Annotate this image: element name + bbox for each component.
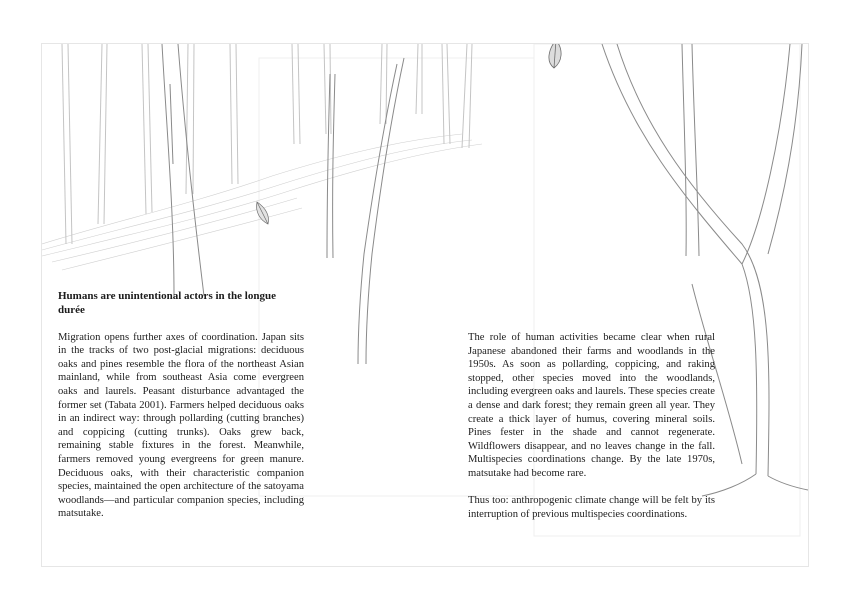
left-paragraph: Migration opens further axes of coordination. Japan sits in the tracks of two post-glacial migrations: deciduous oaks and pines resemble the flora of the northeast Asian mainland, while from southeast Asia come evergreen oaks and laurels. Peasant disturbance advantaged the former set (Tabata 2001). Farmers helped deciduous oaks in an indirect way: through pollarding (cutting branches) and coppicing (cutting trunks). Oaks grew back, remaining stable fixtures in the forest. Meanwhile, farmers removed young evergreens for green manure. Deciduous oaks, with their characteristic companion species, maintained the open architecture of the satoyama woodlands—and particular companion species, including matsutake. <box>58 331 304 520</box>
book-spread <box>41 43 809 567</box>
section-heading: Humans are unintentional actors in the longue durée <box>58 290 276 316</box>
small-oak-leaf-icon <box>257 202 269 224</box>
left-text-column <box>58 289 304 535</box>
right-paragraph-1: The role of human activities became clear when rural Japanese abandoned their farms and woodlands in the 1950s. As soon as pollarding, coppicing, and raking stopped, other species moved into the woodlands, including evergreen oaks and laurels. These species create a dense and dark forest; they remain green all year. They create a thick layer of humus, covering mineral soils. Pines fester in the shade and cannot regenerate. Wildflowers disappear, and no leaves change in the fall. Multispecies coordinations change. By the late 1970s, matsutake had become rare. <box>468 332 715 479</box>
central-trunks <box>327 58 404 364</box>
oak-leaf-icon <box>549 44 561 68</box>
right-text-column <box>468 331 715 535</box>
ground-shading <box>42 134 482 270</box>
foreground-trunk-left <box>162 44 204 296</box>
right-paragraph-2: Thus too: anthropogenic climate change will be felt by its interruption of previous multispecies coordinations. <box>468 495 715 520</box>
